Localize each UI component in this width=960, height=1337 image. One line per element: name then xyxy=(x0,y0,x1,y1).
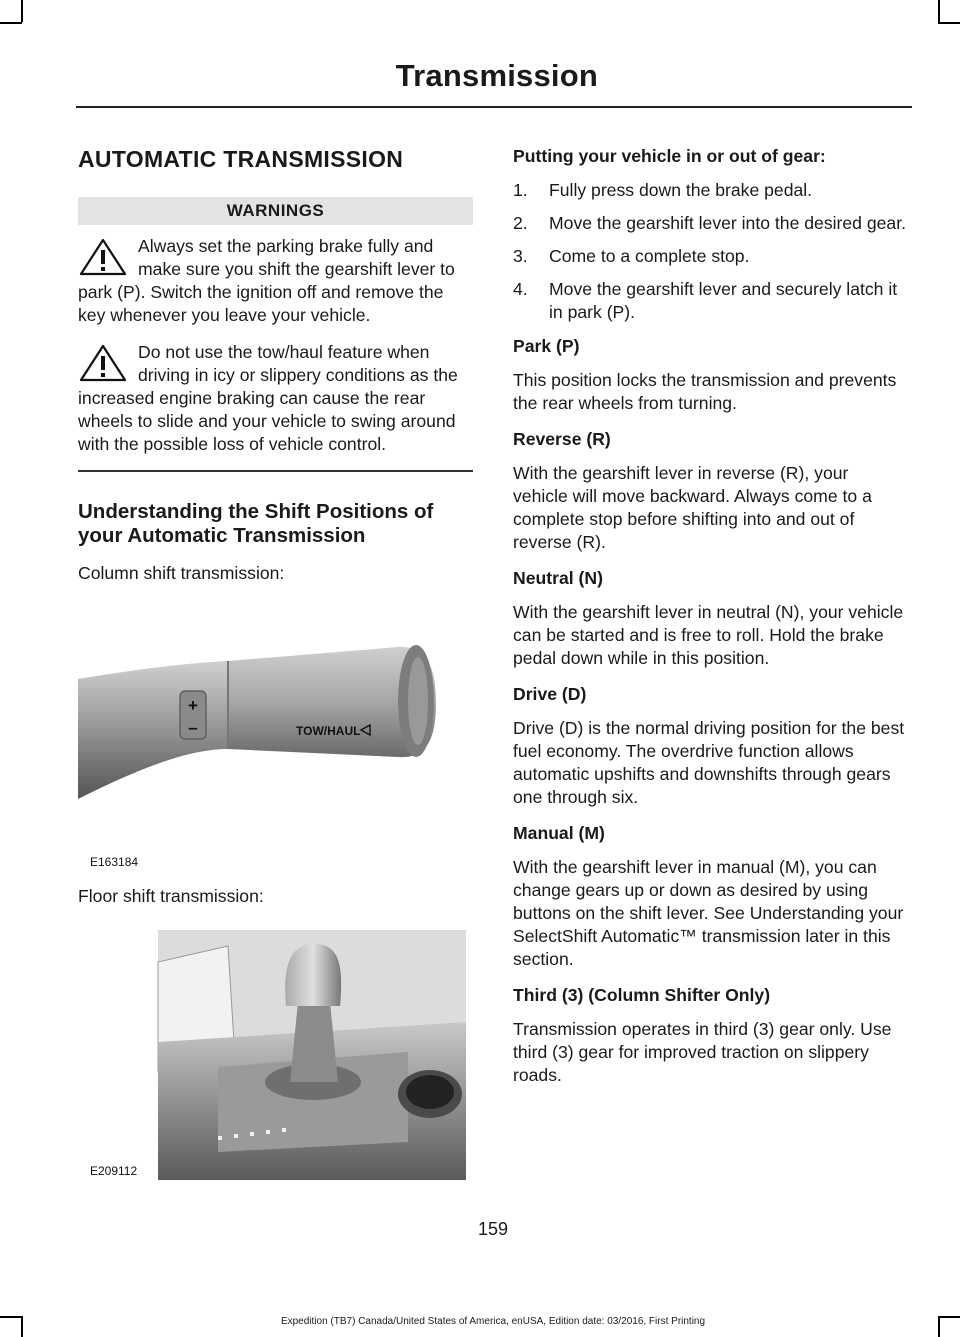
gear-description: With the gearshift lever in manual (M), you can change gears up or down as desired by using buttons on the shift lever. See Understanding your SelectShift Automatic™ transmission later in this section. xyxy=(513,857,904,969)
crop-mark xyxy=(0,22,22,24)
step-number: 4. xyxy=(513,279,528,299)
warning-triangle-icon xyxy=(78,237,128,277)
crop-mark xyxy=(21,0,23,22)
gear-description: This position locks the transmission and prevents the rear wheels from turning. xyxy=(513,370,897,413)
step-number: 3. xyxy=(513,246,528,266)
gear-description: Drive (D) is the normal driving position for the best fuel economy. The overdrive function allows automatic upshifts and downshifts through gears one through six. xyxy=(513,718,905,807)
gear-description: With the gearshift lever in reverse (R), your vehicle will move backward. Always come to a complete stop before shifting into and out of reverse (R). xyxy=(513,463,872,552)
figure-id: E163184 xyxy=(90,854,139,869)
floor-shifter-figure xyxy=(78,922,473,1180)
step-text: Come to a complete stop. xyxy=(549,246,750,266)
step-text: Move the gearshift lever into the desired gear. xyxy=(549,213,906,233)
step-item xyxy=(513,245,908,268)
steps-heading: Putting your vehicle in or out of gear: xyxy=(513,146,826,166)
gear-title: Third (3) (Column Shifter Only) xyxy=(513,985,771,1005)
footer-edition-info: Expedition (TB7) Canada/United States of America, enUSA, Edition date: 03/2016, First Printing xyxy=(280,1316,706,1327)
gear-title: Drive (D) xyxy=(513,684,587,704)
tow-haul-label: TOW/HAUL xyxy=(296,723,361,738)
column-shift-label: Column shift transmission: xyxy=(78,562,285,583)
downshift-button-label: – xyxy=(188,717,198,737)
gear-title: Park (P) xyxy=(513,336,580,356)
warnings-header: WARNINGS xyxy=(78,197,473,225)
gear-title: Reverse (R) xyxy=(513,429,611,449)
subsection-title: Understanding the Shift Positions of your Automatic Transmission xyxy=(78,499,434,547)
gear-title: Manual (M) xyxy=(513,823,605,843)
crop-mark xyxy=(938,0,940,22)
warnings-divider xyxy=(78,470,473,472)
section-title: AUTOMATIC TRANSMISSION xyxy=(78,146,404,172)
step-number: 2. xyxy=(513,213,528,233)
step-number: 1. xyxy=(513,180,528,200)
warning-text: Do not use the tow/haul feature when driving in icy or slippery conditions as the increased engine braking can cause the rear wheels to slide and your vehicle to swing around with the possible loss of vehicle control. xyxy=(78,342,458,454)
left-column xyxy=(78,146,473,1194)
page-header-title: Transmission xyxy=(395,58,598,93)
step-item xyxy=(513,179,908,202)
floor-shift-label: Floor shift transmission: xyxy=(78,885,264,906)
steps-list xyxy=(513,179,908,324)
warning-text: Always set the parking brake fully and make sure you shift the gearshift lever to park (P). Switch the ignition off and remove the key whenever you leave your vehicle. xyxy=(78,236,455,325)
header-rule xyxy=(76,106,912,108)
gear-description: With the gearshift lever in neutral (N), your vehicle can be started and is free to roll. Hold the brake pedal down while in this position. xyxy=(513,602,904,668)
upshift-button-label: + xyxy=(188,695,198,715)
page-number: 159 xyxy=(477,1219,509,1239)
step-item xyxy=(513,278,908,324)
column-shifter-figure xyxy=(78,599,473,871)
step-text: Move the gearshift lever and securely latch it in park (P). xyxy=(549,279,898,322)
column-shifter-illustration xyxy=(78,599,473,871)
step-text: Fully press down the brake pedal. xyxy=(549,180,813,200)
right-column xyxy=(513,146,908,1101)
gear-title: Neutral (N) xyxy=(513,568,603,588)
crop-mark xyxy=(938,22,960,24)
warning-block xyxy=(78,235,473,327)
step-item xyxy=(513,212,908,235)
floor-shifter-illustration xyxy=(78,922,473,1180)
gear-description: Transmission operates in third (3) gear only. Use third (3) gear for improved traction on slippery roads. xyxy=(513,1019,892,1085)
figure-id: E209112 xyxy=(90,1163,138,1178)
warning-block xyxy=(78,341,473,456)
warning-triangle-icon xyxy=(78,343,128,383)
